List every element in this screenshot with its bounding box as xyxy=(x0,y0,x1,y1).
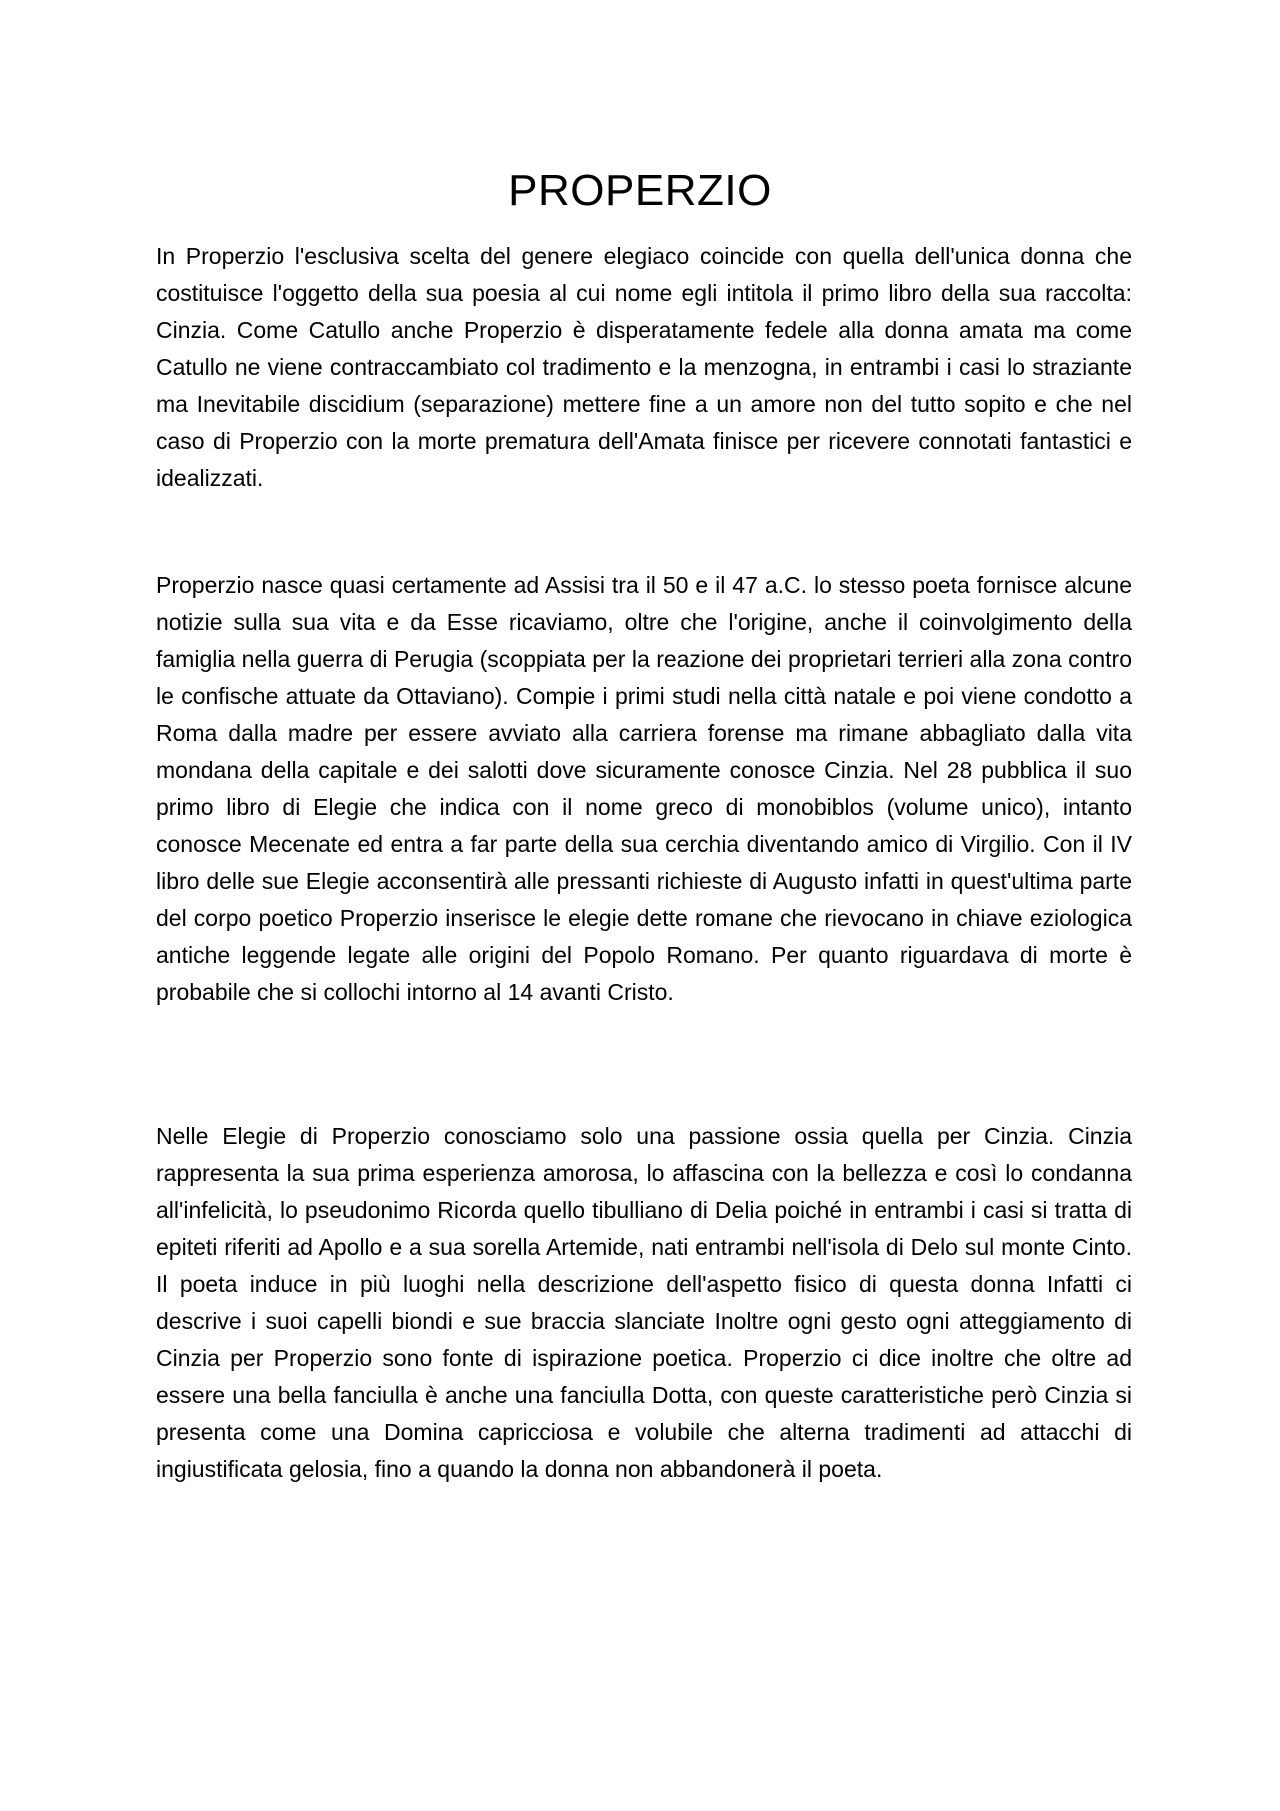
paragraph-biography: Properzio nasce quasi certamente ad Assisi tra il 50 e il 47 a.C. lo stesso poeta fornisce alcune notizie sulla sua vita e da Esse ricaviamo, oltre che l'origine, anche il coinvolgimento della famiglia nella guerra di Perugia (scoppiata per la reazione dei proprietari terrieri alla zona contro le confische attuate da Ottaviano). Compie i primi studi nella città natale e poi viene condotto a Roma dalla madre per essere avviato alla carriera forense ma rimane abbagliato dalla vita mondana della capitale e dei salotti dove sicuramente conosce Cinzia. Nel 28 pubblica il suo primo libro di Elegie che indica con il nome greco di monobiblos (volume unico), intanto conosce Mecenate ed entra a far parte della sua cerchia diventando amico di Virgilio. Con il IV libro delle sue Elegie acconsentirà alle pressanti richieste di Augusto infatti in quest'ultima parte del corpo poetico Properzio inserisce le elegie dette romane che rievocano in chiave eziologica antiche leggende legate alle origini del Popolo Romano. Per quanto riguardava di morte è probabile che si collochi intorno al 14 avanti Cristo. xyxy=(156,572,1132,1005)
paragraph-introduction: In Properzio l'esclusiva scelta del genere elegiaco coincide con quella dell'unica donna che costituisce l'oggetto della sua poesia al cui nome egli intitola il primo libro della sua raccolta: Cinzia. Come Catullo anche Properzio è disperatamente fedele alla donna amata ma come Catullo ne viene contraccambiato col tradimento e la menzogna, in entrambi i casi lo straziante ma Inevitabile discidium (separazione) mettere fine a un amore non del tutto sopito e che nel caso di Properzio con la morte prematura dell'Amata finisce per ricevere connotati fantastici e idealizzati. xyxy=(156,243,1132,491)
page-title: PROPERZIO xyxy=(508,166,772,215)
paragraph-cinzia: Nelle Elegie di Properzio conosciamo solo una passione ossia quella per Cinzia. Cinzia rappresenta la sua prima esperienza amorosa, lo affascina con la bellezza e così lo condanna all'infelicità, lo pseudonimo Ricorda quello tibulliano di Delia poiché in entrambi i casi si tratta di epiteti riferiti ad Apollo e a sua sorella Artemide, nati entrambi nell'isola di Delo sul monte Cinto. Il poeta induce in più luoghi nella descrizione dell'aspetto fisico di questa donna Infatti ci descrive i suoi capelli biondi e sue braccia slanciate Inoltre ogni gesto ogni atteggiamento di Cinzia per Properzio sono fonte di ispirazione poetica. Properzio ci dice inoltre che oltre ad essere una bella fanciulla è anche una fanciulla Dotta, con queste caratteristiche però Cinzia si presenta come una Domina capricciosa e volubile che alterna tradimenti ad attacchi di ingiustificata gelosia, fino a quando la donna non abbandonerà il poeta. xyxy=(156,1123,1132,1482)
